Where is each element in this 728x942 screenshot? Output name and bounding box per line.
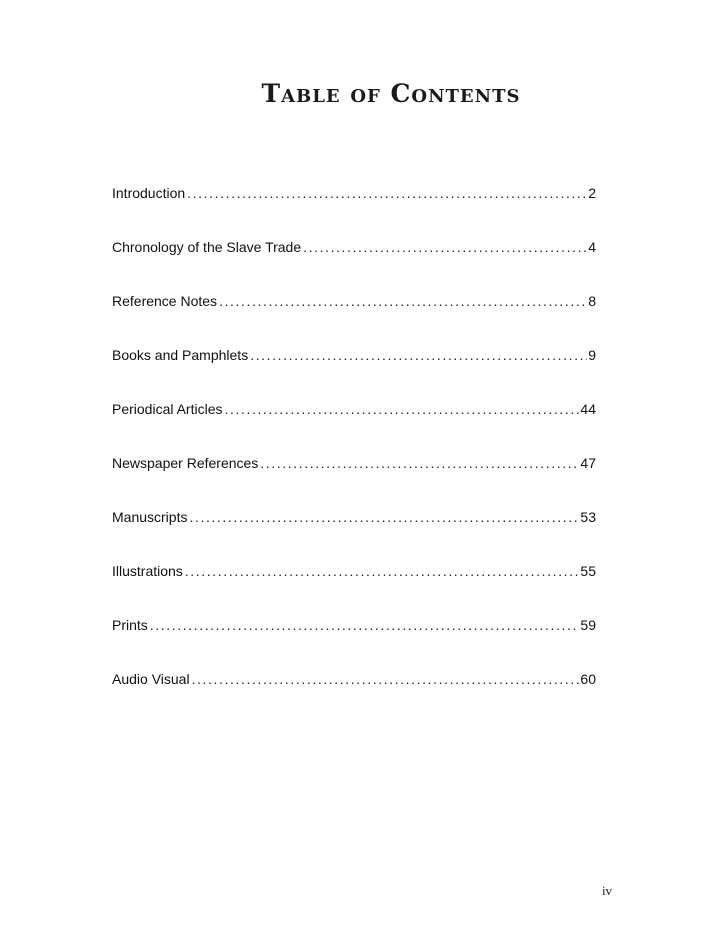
dot-leader xyxy=(192,671,580,687)
dot-leader xyxy=(150,617,580,633)
dot-leader xyxy=(225,401,580,417)
toc-entry-label: Newspaper References xyxy=(112,455,259,471)
toc-entry-introduction xyxy=(112,185,596,239)
toc-entry-label: Audio Visual xyxy=(112,671,190,687)
toc-entry-page: 2 xyxy=(588,185,596,201)
toc-entry-label: Chronology of the Slave Trade xyxy=(112,239,302,255)
toc-entry-label: Books and Pamphlets xyxy=(112,347,249,363)
toc-entry-page: 55 xyxy=(580,563,596,579)
toc-entry-prints xyxy=(112,617,596,671)
toc-entry-page: 53 xyxy=(580,509,596,525)
dot-leader xyxy=(260,455,579,471)
toc-entry-reference-notes xyxy=(112,293,596,347)
dot-leader xyxy=(189,509,579,525)
toc-entry-label: Introduction xyxy=(112,185,186,201)
toc-entry-label: Periodical Articles xyxy=(112,401,223,417)
toc-entry-page: 8 xyxy=(588,293,596,309)
toc-entry-label: Prints xyxy=(112,617,148,633)
toc-entry-books-and-pamphlets xyxy=(112,347,596,401)
page-title: Table of Contents xyxy=(261,79,521,108)
toc-entry-label: Illustrations xyxy=(112,563,183,579)
page-number: iv xyxy=(601,883,613,898)
toc-entry-page: 59 xyxy=(580,617,596,633)
toc-entry-periodical-articles xyxy=(112,401,596,455)
dot-leader xyxy=(250,347,587,363)
toc-entry-illustrations xyxy=(112,563,596,617)
toc-entry-audio-visual xyxy=(112,671,596,725)
dot-leader xyxy=(187,185,587,201)
toc-entry-page: 47 xyxy=(580,455,596,471)
toc-entry-manuscripts xyxy=(112,509,596,563)
table-of-contents xyxy=(112,185,596,725)
toc-entry-label: Reference Notes xyxy=(112,293,218,309)
dot-leader xyxy=(219,293,587,309)
dot-leader xyxy=(185,563,580,579)
toc-entry-newspaper-references xyxy=(112,455,596,509)
toc-entry-label: Manuscripts xyxy=(112,509,188,525)
dot-leader xyxy=(303,239,587,255)
toc-entry-page: 60 xyxy=(580,671,596,687)
toc-entry-page: 4 xyxy=(588,239,596,255)
toc-entry-chronology xyxy=(112,239,596,293)
toc-entry-page: 44 xyxy=(580,401,596,417)
toc-entry-page: 9 xyxy=(588,347,596,363)
